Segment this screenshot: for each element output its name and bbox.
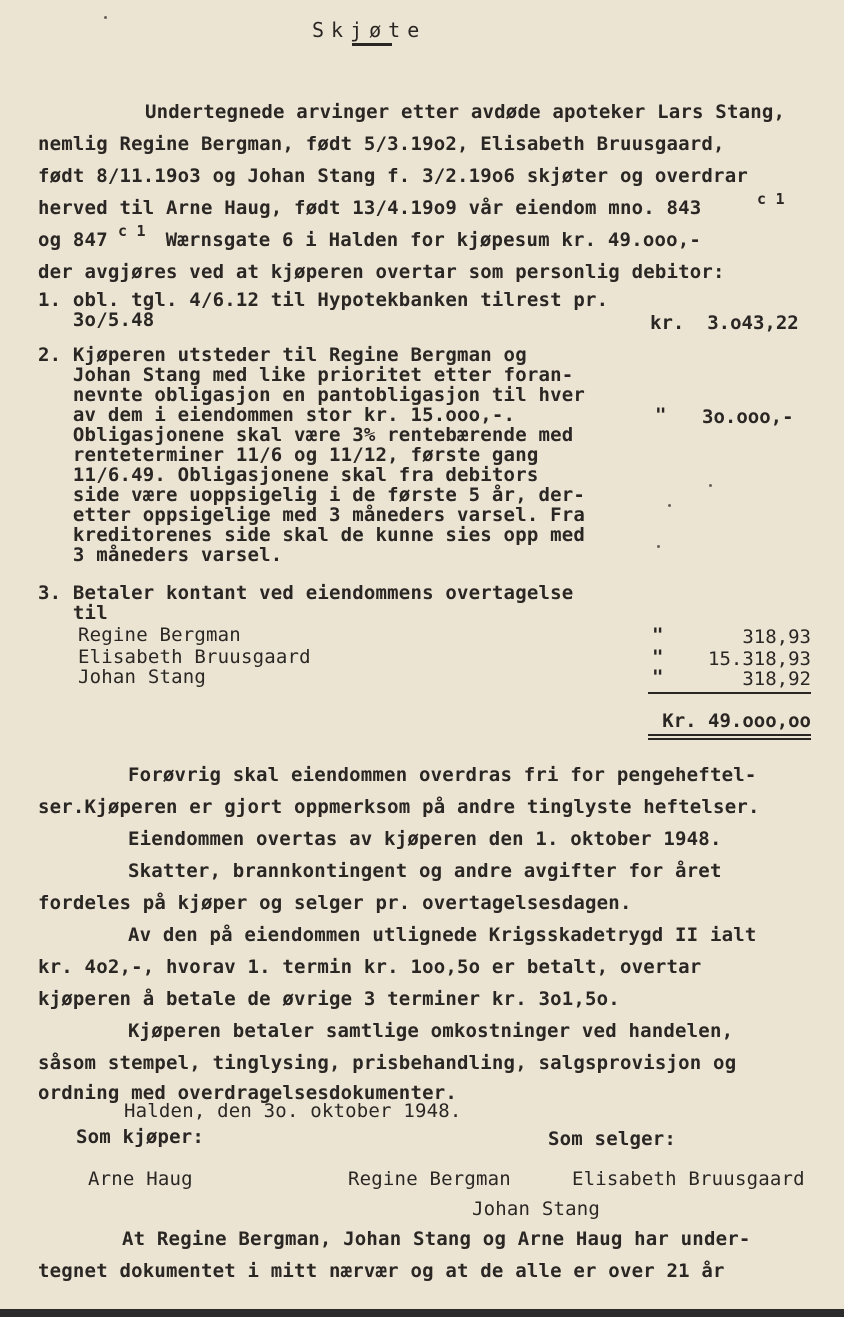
paper-speck xyxy=(657,545,660,548)
item1-line-2: 3o/5.48 xyxy=(38,309,155,331)
intro-line-1: Undertegnede arvinger etter avdøde apoteker Lars Stang, xyxy=(145,101,786,123)
body-line-11: ordning med overdragelsesdokumenter. xyxy=(38,1082,458,1104)
body-line-10: såsom stempel, tinglysing, prisbehandling, salgsprovisjon og xyxy=(38,1052,737,1074)
signatory-seller-3: Johan Stang xyxy=(472,1198,601,1220)
item2-ditto: " xyxy=(655,404,667,426)
payee-ditto-1: " xyxy=(652,624,664,646)
body-line-5: fordeles på kjøper og selger pr. overtagelsesdagen. xyxy=(38,892,632,914)
total-amount: Kr. 49.ooo,oo xyxy=(662,710,811,732)
item2-line-4: av dem i eiendommen stor kr. 15.ooo,-. xyxy=(38,404,516,426)
body-line-7: kr. 4o2,-, hvorav 1. termin kr. 1oo,5o er betalt, overtar xyxy=(38,956,702,978)
subtotal-underline xyxy=(648,692,811,694)
title-underline xyxy=(352,43,392,46)
body-line-2: ser.Kjøperen er gjort oppmerksom på andre tinglyste heftelser. xyxy=(38,796,760,818)
payee-amount-1: 318,93 xyxy=(742,626,811,648)
payee-name-1: Regine Bergman xyxy=(78,624,241,646)
item1-line-1: 1. obl. tgl. 4/6.12 til Hypotekbanken tilrest pr. xyxy=(38,289,609,311)
item2-line-9: etter oppsigelige med 3 måneders varsel. Fra xyxy=(38,504,586,526)
item2-line-6: renteterminer 11/6 og 11/12, første gang xyxy=(38,444,539,466)
item2-line-3: nevnte obligasjon en pantobligasjon til hver xyxy=(38,384,586,406)
paper-speck xyxy=(668,504,671,507)
superscript-847: c 1 xyxy=(118,222,146,240)
closing-line-1: At Regine Bergman, Johan Stang og Arne Haug har under- xyxy=(122,1228,751,1250)
scan-bottom-edge xyxy=(0,1309,844,1317)
intro-line-3: født 8/11.19o3 og Johan Stang f. 3/2.19o6 skjøter og overdrar xyxy=(38,165,748,187)
payee-name-2: Elisabeth Bruusgaard xyxy=(78,646,311,668)
item2-line-11: 3 måneders varsel. xyxy=(38,544,283,566)
place-date: Halden, den 3o. oktober 1948. xyxy=(124,1100,462,1122)
item2-line-2: Johan Stang med like prioritet etter foran- xyxy=(38,364,574,386)
item2-line-8: side være uoppsigelig i de første 5 år, der- xyxy=(38,484,586,506)
item2-line-1: 2. Kjøperen utsteder til Regine Bergman og xyxy=(38,344,527,366)
closing-line-2: tegnet dokumentet i mitt nærvær og at de alle er over 21 år xyxy=(38,1260,725,1282)
body-line-3: Eiendommen overtas av kjøperen den 1. oktober 1948. xyxy=(128,828,722,850)
intro-line-5: og 847 xyxy=(38,229,108,251)
body-line-9: Kjøperen betaler samtlige omkostninger ved handelen, xyxy=(128,1020,734,1042)
item2-line-5: Obligasjonene skal være 3% rentebærende med xyxy=(38,424,574,446)
body-line-8: kjøperen å betale de øvrige 3 terminer kr. 3o1,5o. xyxy=(38,988,620,1010)
item3-line-2: til xyxy=(38,602,108,624)
item1-amount: kr. 3.o43,22 xyxy=(650,312,799,334)
body-line-1: Forøvrig skal eiendommen overdras fri for pengeheftel- xyxy=(128,764,757,786)
signatory-seller-2: Elisabeth Bruusgaard xyxy=(572,1168,805,1190)
document-title: Skjøte xyxy=(312,18,427,42)
intro-line-6: Wærnsgate 6 i Halden for kjøpesum kr. 49.ooo,- xyxy=(154,229,702,251)
signatory-seller-1: Regine Bergman xyxy=(348,1168,511,1190)
item2-amount: 3o.ooo,- xyxy=(702,406,794,428)
payee-amount-2: 15.318,93 xyxy=(708,648,811,670)
intro-line-2: nemlig Regine Bergman, født 5/3.19o2, Elisabeth Bruusgaard, xyxy=(38,133,725,155)
body-line-6: Av den på eiendommen utlignede Krigsskadetrygd II ialt xyxy=(128,924,757,946)
item2-line-7: 11/6.49. Obligasjonene skal fra debitors xyxy=(38,464,539,486)
buyer-label: Som kjøper: xyxy=(76,1126,205,1148)
signatory-buyer: Arne Haug xyxy=(88,1168,193,1190)
item3-line-1: 3. Betaler kontant ved eiendommens overtagelse xyxy=(38,582,574,604)
item2-line-10: kreditorenes side skal de kunne sies opp med xyxy=(38,524,586,546)
paper-speck xyxy=(104,16,107,19)
intro-line-7: der avgjøres ved at kjøperen overtar som personlig debitor: xyxy=(38,261,725,283)
payee-name-3: Johan Stang xyxy=(78,666,207,688)
payee-ditto-3: " xyxy=(652,666,664,688)
paper-speck xyxy=(709,484,712,487)
payee-amount-3: 318,92 xyxy=(742,668,811,690)
superscript-843: c 1 xyxy=(757,190,785,208)
total-double-underline xyxy=(648,734,811,740)
intro-line-4: herved til Arne Haug, født 13/4.19o9 vår eiendom mno. 843 xyxy=(38,197,702,219)
seller-label: Som selger: xyxy=(548,1128,677,1150)
payee-ditto-2: " xyxy=(652,646,664,668)
body-line-4: Skatter, brannkontingent og andre avgifter for året xyxy=(128,860,722,882)
